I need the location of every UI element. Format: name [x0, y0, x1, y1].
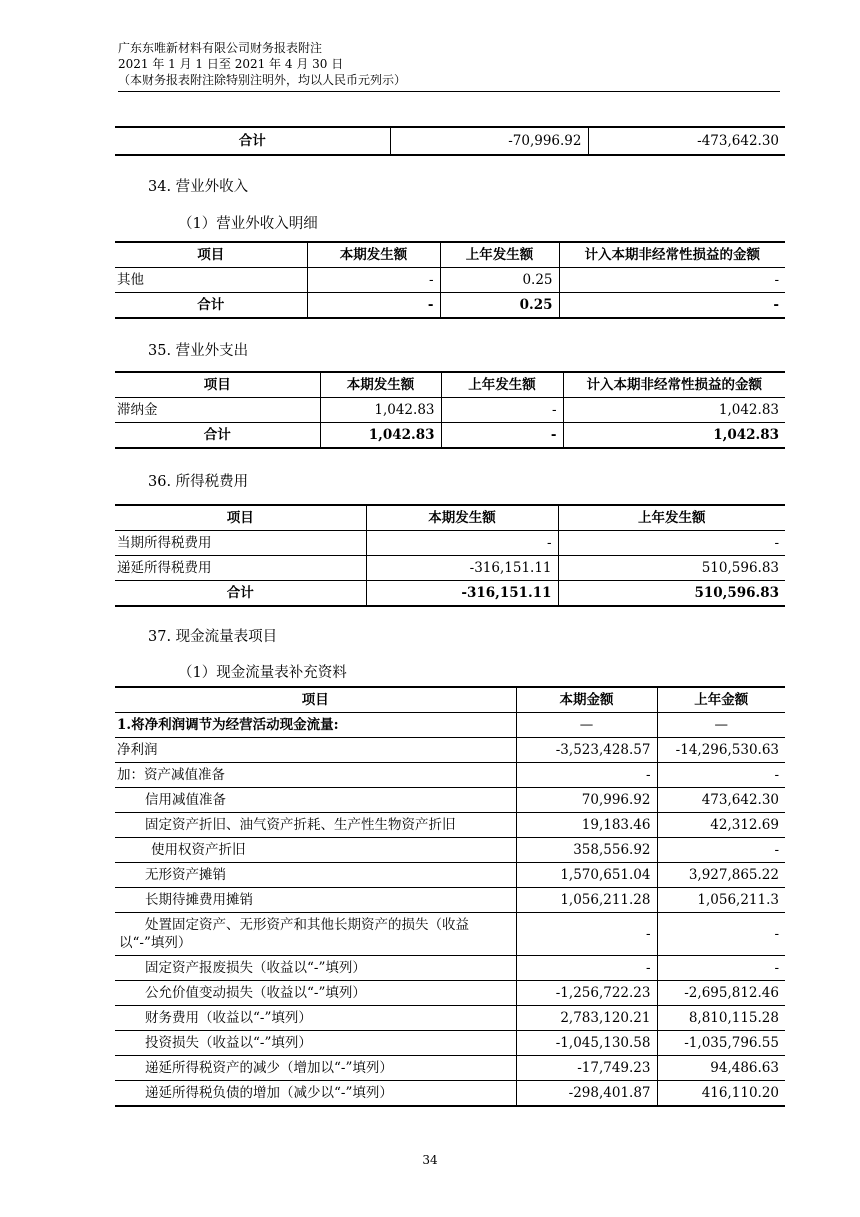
- table-row: [115, 913, 785, 956]
- column-header: 本期发生额: [307, 242, 440, 268]
- table-row: [115, 556, 785, 581]
- table-row: [115, 127, 785, 155]
- row-current: —: [516, 713, 657, 738]
- row-current: 1,056,211.28: [516, 888, 657, 913]
- total-current: -70,996.92: [390, 127, 588, 155]
- column-header: 项目: [115, 242, 307, 268]
- row-prior: —: [714, 717, 728, 733]
- row-prior: 1,056,211.3: [697, 892, 779, 908]
- section-37-subtitle: （1）现金流量表补充资料: [178, 665, 347, 681]
- table-header-row: [115, 505, 785, 531]
- column-header: 计入本期非经常性损益的金额: [584, 247, 760, 263]
- non-operating-income-table: [115, 241, 785, 319]
- section-36-title: 36. 所得税费用: [148, 474, 249, 490]
- row-prior: -: [774, 767, 779, 783]
- table-row: [115, 738, 785, 763]
- column-header: 上年发生额: [441, 372, 563, 398]
- cash-flow-supplement-table: [115, 686, 785, 1107]
- row-current: -1,256,722.23: [516, 981, 657, 1006]
- row-current: 19,183.46: [516, 813, 657, 838]
- row-item: 投资损失（收益以“-”填列）: [115, 1031, 516, 1056]
- page-header: [118, 40, 780, 92]
- row-item: 当期所得税费用: [115, 531, 366, 556]
- row-item: 1.将净利润调节为经营活动现金流量:: [115, 713, 516, 738]
- total-nonrecurring: 1,042.83: [713, 427, 779, 443]
- table-row: [115, 763, 785, 788]
- row-current: -: [516, 763, 657, 788]
- row-current: -: [516, 913, 657, 956]
- section-37-title: 37. 现金流量表项目: [148, 629, 278, 645]
- table-row: [115, 531, 785, 556]
- row-prior: 416,110.20: [701, 1085, 779, 1101]
- total-prior: -473,642.30: [697, 133, 779, 149]
- table-row: [115, 268, 785, 293]
- row-item: 固定资产报废损失（收益以“-”填列）: [115, 956, 516, 981]
- column-header: 上年发生额: [440, 242, 559, 268]
- row-prior: -14,296,530.63: [675, 742, 779, 758]
- row-prior: -1,035,796.55: [684, 1035, 779, 1051]
- total-prior: -: [441, 423, 563, 449]
- header-period: 2021 年 1 月 1 日至 2021 年 4 月 30 日: [118, 57, 344, 71]
- row-nonrecurring: -: [774, 272, 779, 288]
- row-prior: -: [774, 535, 779, 551]
- row-item: 净利润: [115, 738, 516, 763]
- row-current: 1,042.83: [320, 398, 441, 423]
- row-prior: 510,596.83: [701, 560, 779, 576]
- table-total-row: [115, 423, 785, 449]
- table-header-row: [115, 687, 785, 713]
- row-prior: 42,312.69: [710, 817, 779, 833]
- table-row: [115, 713, 785, 738]
- header-company: 广东东唯新材料有限公司财务报表附注: [118, 41, 323, 55]
- row-item: 无形资产摊销: [115, 863, 516, 888]
- row-item: 公允价值变动损失（收益以“-”填列）: [115, 981, 516, 1006]
- row-item: 递延所得税负债的增加（减少以“-”填列）: [115, 1081, 516, 1107]
- table-row: [115, 838, 785, 863]
- section-34-subtitle: （1）营业外收入明细: [178, 216, 318, 232]
- page-number: 34: [422, 1153, 438, 1167]
- row-item: 加：资产减值准备: [115, 763, 516, 788]
- table-total-row: [115, 293, 785, 319]
- column-header: 计入本期非经常性损益的金额: [586, 377, 762, 393]
- table-row: [115, 1031, 785, 1056]
- row-current: 70,996.92: [516, 788, 657, 813]
- row-item: 使用权资产折旧: [115, 838, 516, 863]
- row-prior: 473,642.30: [701, 792, 779, 808]
- row-item: 固定资产折旧、油气资产折耗、生产性生物资产折旧: [115, 813, 516, 838]
- income-tax-table: [115, 504, 785, 607]
- row-current: -3,523,428.57: [516, 738, 657, 763]
- total-label: 合计: [115, 293, 307, 319]
- table-header-row: [115, 372, 785, 398]
- row-current: -17,749.23: [516, 1056, 657, 1081]
- total-nonrecurring: -: [773, 297, 779, 313]
- table-row: [115, 1081, 785, 1107]
- table-row: [115, 956, 785, 981]
- section-34-title: 34. 营业外收入: [148, 179, 249, 195]
- column-header: 项目: [115, 687, 516, 713]
- row-prior: -: [441, 398, 563, 423]
- row-current: -316,151.11: [366, 556, 558, 581]
- row-item: 信用减值准备: [115, 788, 516, 813]
- column-header: 项目: [115, 505, 366, 531]
- row-current: -1,045,130.58: [516, 1031, 657, 1056]
- row-prior: -: [774, 960, 779, 976]
- row-prior: 3,927,865.22: [688, 867, 779, 883]
- row-item: 递延所得税费用: [115, 556, 366, 581]
- row-current: -: [366, 531, 558, 556]
- row-current: -: [516, 956, 657, 981]
- row-prior: -: [774, 842, 779, 858]
- total-label: 合计: [115, 581, 366, 607]
- row-item: 财务费用（收益以“-”填列）: [115, 1006, 516, 1031]
- table-total-row: [115, 581, 785, 607]
- table-row: [115, 1056, 785, 1081]
- top-total-table: [115, 126, 785, 156]
- table-header-row: [115, 242, 785, 268]
- non-operating-expense-table: [115, 371, 785, 449]
- header-note: （本财务报表附注除特别注明外，均以人民币元列示）: [118, 73, 407, 87]
- row-current: -: [307, 268, 440, 293]
- table-row: [115, 888, 785, 913]
- table-body: [115, 713, 785, 1107]
- row-current: -298,401.87: [516, 1081, 657, 1107]
- row-current: 358,556.92: [516, 838, 657, 863]
- table-row: [115, 398, 785, 423]
- column-header: 本期发生额: [366, 505, 558, 531]
- row-current: 2,783,120.21: [516, 1006, 657, 1031]
- column-header: 上年发生额: [638, 510, 706, 526]
- column-header: 上年金额: [694, 692, 749, 708]
- total-prior: 510,596.83: [694, 585, 779, 601]
- table-row: [115, 863, 785, 888]
- total-label: 合计: [115, 423, 320, 449]
- row-prior: 8,810,115.28: [688, 1010, 779, 1026]
- row-item: 滞纳金: [115, 398, 320, 423]
- row-prior: 94,486.63: [710, 1060, 779, 1076]
- row-nonrecurring: 1,042.83: [718, 402, 779, 418]
- column-header: 本期金额: [516, 687, 657, 713]
- column-header: 项目: [115, 372, 320, 398]
- total-prior: 0.25: [440, 293, 559, 319]
- row-item: 处置固定资产、无形资产和其他长期资产的损失（收益以“-”填列）: [115, 913, 516, 956]
- total-current: -316,151.11: [366, 581, 558, 607]
- table-row: [115, 788, 785, 813]
- total-current: -: [307, 293, 440, 319]
- table-row: [115, 813, 785, 838]
- row-item: 递延所得税资产的减少（增加以“-”填列）: [115, 1056, 516, 1081]
- row-current: 1,570,651.04: [516, 863, 657, 888]
- section-35-title: 35. 营业外支出: [148, 343, 249, 359]
- total-label: 合计: [115, 127, 390, 155]
- row-item: 其他: [115, 268, 307, 293]
- row-prior: 0.25: [440, 268, 559, 293]
- row-item: 长期待摊费用摊销: [115, 888, 516, 913]
- row-prior: -: [774, 926, 779, 942]
- column-header: 本期发生额: [320, 372, 441, 398]
- table-row: [115, 1006, 785, 1031]
- table-row: [115, 981, 785, 1006]
- row-prior: -2,695,812.46: [684, 985, 779, 1001]
- total-current: 1,042.83: [320, 423, 441, 449]
